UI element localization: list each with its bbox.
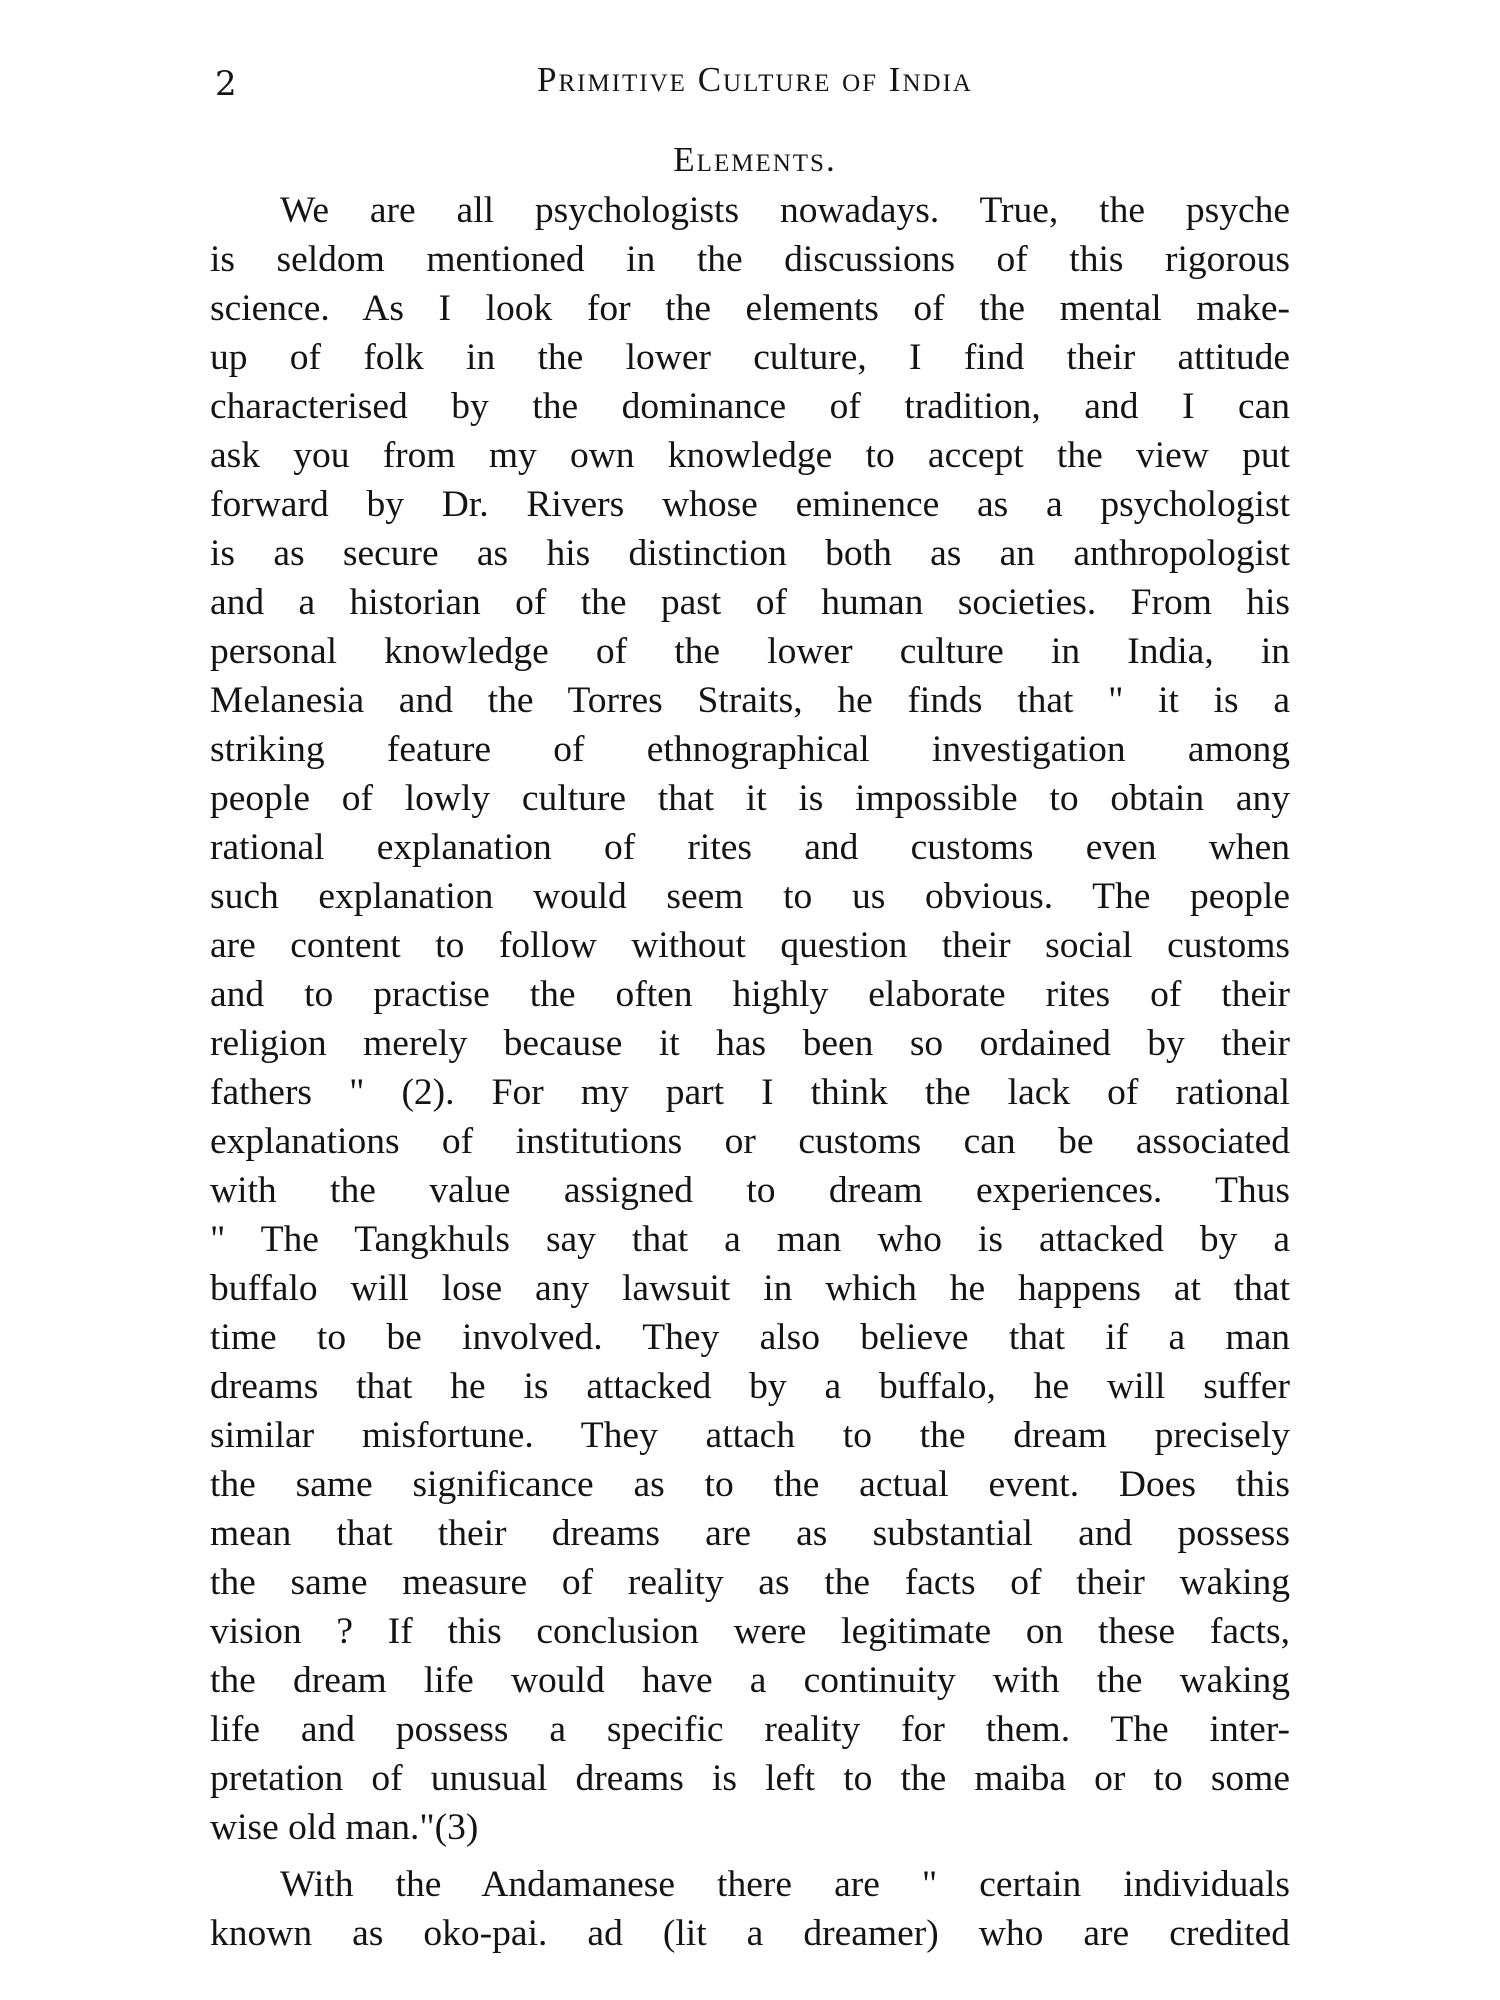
paragraph-2 — [210, 1860, 1290, 1958]
text-line: " The Tangkhuls say that a man who is attacked by a — [210, 1219, 1290, 1260]
text-line: with the value assigned to dream experiences. Thus — [210, 1170, 1290, 1211]
text-line: and a historian of the past of human societies. From his — [210, 582, 1290, 623]
text-line: is seldom mentioned in the discussions of this rigorous — [210, 239, 1290, 280]
text-line: known as oko-pai. ad (lit a dreamer) who are credited — [210, 1913, 1290, 1954]
text-line: Melanesia and the Torres Straits, he finds that " it is a — [210, 680, 1290, 721]
text-line: rational explanation of rites and customs even when — [210, 827, 1290, 868]
text-line: such explanation would seem to us obvious. The people — [210, 876, 1290, 917]
text-line: and to practise the often highly elaborate rites of their — [210, 974, 1290, 1015]
text-line: the same significance as to the actual event. Does this — [210, 1464, 1290, 1505]
text-line: the dream life would have a continuity with the waking — [210, 1660, 1290, 1701]
text-line: vision ? If this conclusion were legitimate on these facts, — [210, 1611, 1290, 1652]
text-line: are content to follow without question their social customs — [210, 925, 1290, 966]
text-line: ask you from my own knowledge to accept the view put — [210, 435, 1290, 476]
text-line: personal knowledge of the lower culture in India, in — [210, 631, 1290, 672]
text-line: time to be involved. They also believe that if a man — [210, 1317, 1290, 1358]
text-line: dreams that he is attacked by a buffalo, he will suffer — [210, 1366, 1290, 1407]
text-line: explanations of institutions or customs can be associated — [210, 1121, 1290, 1162]
section-heading: Elements. — [673, 140, 837, 179]
running-head — [215, 60, 1295, 110]
paragraph-1 — [210, 186, 1290, 1852]
text-line: We are all psychologists nowadays. True, the psyche — [280, 190, 1290, 231]
text-line: characterised by the dominance of tradition, and I can — [210, 386, 1290, 427]
text-line: pretation of unusual dreams is left to the maiba or to some — [210, 1758, 1290, 1799]
text-line: is as secure as his distinction both as an anthropologist — [210, 533, 1290, 574]
text-line: the same measure of reality as the facts of their waking — [210, 1562, 1290, 1603]
text-line: striking feature of ethnographical investigation among — [210, 729, 1290, 770]
text-line: religion merely because it has been so ordained by their — [210, 1023, 1290, 1064]
page-number: 2 — [215, 64, 237, 104]
text-line: similar misfortune. They attach to the dream precisely — [210, 1415, 1290, 1456]
text-line: buffalo will lose any lawsuit in which he happens at that — [210, 1268, 1290, 1309]
running-title: Primitive Culture of India — [537, 60, 973, 99]
text-line: forward by Dr. Rivers whose eminence as a psychologist — [210, 484, 1290, 525]
text-line: wise old man."(3) — [210, 1807, 479, 1848]
text-line: mean that their dreams are as substantial and possess — [210, 1513, 1290, 1554]
text-line: With the Andamanese there are " certain individuals — [280, 1864, 1290, 1905]
text-line: life and possess a specific reality for them. The inter- — [210, 1709, 1290, 1750]
paragraph-spacer — [210, 1852, 1290, 1860]
text-line: science. As I look for the elements of the mental make- — [210, 288, 1290, 329]
text-line: up of folk in the lower culture, I find their attitude — [210, 337, 1290, 378]
text-line: people of lowly culture that it is impossible to obtain any — [210, 778, 1290, 819]
text-line: fathers " (2). For my part I think the lack of rational — [210, 1072, 1290, 1113]
body-text — [210, 186, 1290, 1958]
